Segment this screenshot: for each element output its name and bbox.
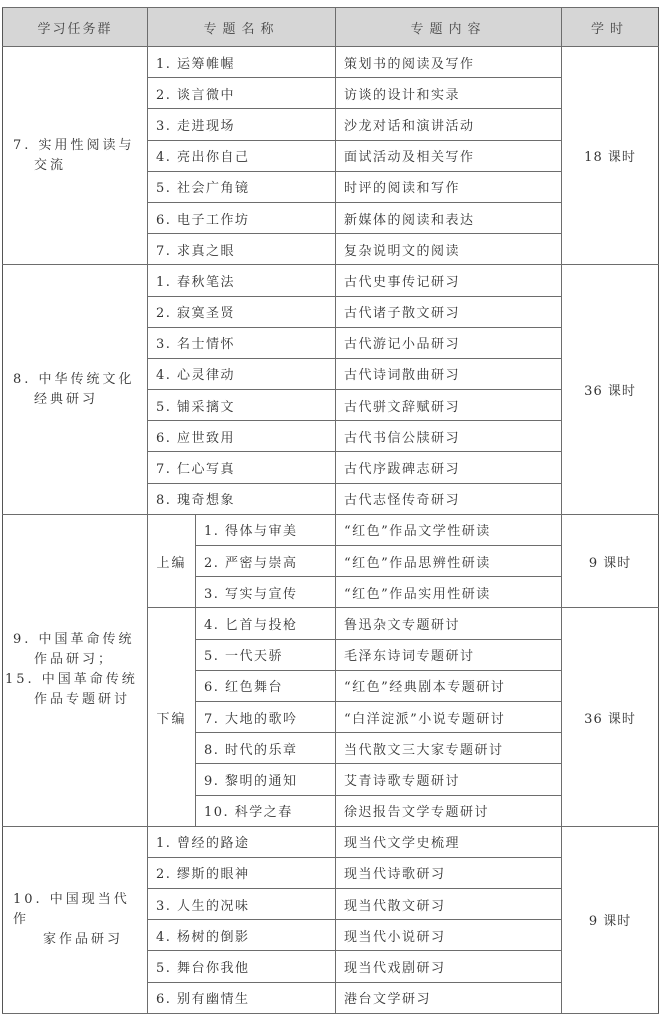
header-hours: 学时 xyxy=(562,8,659,47)
topic-content: 古代书信公牍研习 xyxy=(336,421,562,452)
topic-name: 3. 人生的况味 xyxy=(148,889,336,920)
hours-cell: 9 课时 xyxy=(562,826,659,1013)
topic-name: 4. 杨树的倒影 xyxy=(148,920,336,951)
section-label-lower: 下编 xyxy=(148,608,196,826)
table-row xyxy=(3,265,659,296)
task-group-name: 10. 中国现当代作 xyxy=(13,891,130,927)
topic-content: 艾青诗歌专题研讨 xyxy=(336,764,562,795)
hours-cell: 18 课时 xyxy=(562,47,659,265)
topic-content: 徐迟报告文学专题研讨 xyxy=(336,795,562,826)
topic-content: 访谈的设计和实录 xyxy=(336,78,562,109)
hours-cell: 9 课时 xyxy=(562,514,659,608)
topic-name: 6. 别有幽情生 xyxy=(148,982,336,1013)
topic-name: 5. 一代天骄 xyxy=(196,639,336,670)
table-row xyxy=(3,47,659,78)
header-row xyxy=(3,8,659,47)
topic-content: 古代诗词散曲研习 xyxy=(336,358,562,389)
course-table xyxy=(2,7,659,1014)
topic-content: 当代散文三大家专题研讨 xyxy=(336,733,562,764)
topic-content: 新媒体的阅读和表达 xyxy=(336,202,562,233)
topic-name: 7. 仁心写真 xyxy=(148,452,336,483)
topic-content: 毛泽东诗词专题研讨 xyxy=(336,639,562,670)
topic-content: “白洋淀派”小说专题研讨 xyxy=(336,701,562,732)
topic-content: 现当代文学史梳理 xyxy=(336,826,562,857)
task-group-7 xyxy=(3,47,148,265)
topic-name: 6. 电子工作坊 xyxy=(148,202,336,233)
topic-name: 3. 写实与宣传 xyxy=(196,577,336,608)
task-group-9-15 xyxy=(3,514,148,826)
topic-content: “红色”作品思辨性研读 xyxy=(336,546,562,577)
topic-content: 现当代戏剧研习 xyxy=(336,951,562,982)
topic-name: 3. 名士情怀 xyxy=(148,327,336,358)
header-topic-content: 专题内容 xyxy=(336,8,562,47)
topic-name: 2. 严密与崇高 xyxy=(196,546,336,577)
topic-content: 现当代诗歌研习 xyxy=(336,857,562,888)
header-topic-name: 专题名称 xyxy=(148,8,336,47)
topic-name: 7. 求真之眼 xyxy=(148,234,336,265)
topic-name: 7. 大地的歌吟 xyxy=(196,701,336,732)
topic-content: 现当代小说研习 xyxy=(336,920,562,951)
task-group-name-2: 15. 中国革命传统 xyxy=(5,672,138,688)
topic-content: 时评的阅读和写作 xyxy=(336,171,562,202)
topic-content: 策划书的阅读及写作 xyxy=(336,47,562,78)
task-group-name-2-cont: 作品专题研讨 xyxy=(34,692,131,708)
topic-name: 8. 时代的乐章 xyxy=(196,733,336,764)
topic-name: 6. 应世致用 xyxy=(148,421,336,452)
topic-name: 2. 缪斯的眼神 xyxy=(148,857,336,888)
topic-content: 面试活动及相关写作 xyxy=(336,140,562,171)
topic-content: 沙龙对话和演讲活动 xyxy=(336,109,562,140)
topic-content: 古代史事传记研习 xyxy=(336,265,562,296)
topic-content: “红色”作品文学性研读 xyxy=(336,514,562,545)
task-group-name: 7. 实用性阅读与 xyxy=(13,137,135,153)
task-group-name-cont: 交流 xyxy=(34,157,67,173)
topic-name: 4. 心灵律动 xyxy=(148,358,336,389)
task-group-name-cont: 经典研习 xyxy=(34,391,99,407)
topic-content: “红色”作品实用性研读 xyxy=(336,577,562,608)
hours-cell: 36 课时 xyxy=(562,608,659,826)
topic-name: 8. 瑰奇想象 xyxy=(148,483,336,514)
topic-content: 鲁迅杂文专题研讨 xyxy=(336,608,562,639)
topic-name: 9. 黎明的通知 xyxy=(196,764,336,795)
topic-content: 港台文学研习 xyxy=(336,982,562,1013)
topic-content: 古代志怪传奇研习 xyxy=(336,483,562,514)
table-row xyxy=(3,826,659,857)
topic-name: 5. 舞台你我他 xyxy=(148,951,336,982)
task-group-8 xyxy=(3,265,148,515)
topic-content: 古代序跋碑志研习 xyxy=(336,452,562,483)
task-group-name-cont: 家作品研习 xyxy=(43,931,124,947)
topic-content: 古代游记小品研习 xyxy=(336,327,562,358)
section-label-upper: 上编 xyxy=(148,514,196,608)
topic-name: 2. 寂寞圣贤 xyxy=(148,296,336,327)
topic-name: 4. 匕首与投枪 xyxy=(196,608,336,639)
topic-name: 1. 得体与审美 xyxy=(196,514,336,545)
topic-content: 复杂说明文的阅读 xyxy=(336,234,562,265)
table-row xyxy=(3,514,659,545)
topic-name: 4. 亮出你自己 xyxy=(148,140,336,171)
task-group-name: 9. 中国革命传统 xyxy=(13,632,135,648)
task-group-name: 8. 中华传统文化 xyxy=(13,371,135,387)
topic-content: 古代骈文辞赋研习 xyxy=(336,390,562,421)
topic-name: 5. 社会广角镜 xyxy=(148,171,336,202)
topic-name: 5. 铺采摛文 xyxy=(148,390,336,421)
topic-content: 现当代散文研习 xyxy=(336,889,562,920)
header-task-group: 学习任务群 xyxy=(3,8,148,47)
topic-name: 1. 曾经的路途 xyxy=(148,826,336,857)
topic-name: 1. 运筹帷幄 xyxy=(148,47,336,78)
hours-cell: 36 课时 xyxy=(562,265,659,515)
topic-content: 古代诸子散文研习 xyxy=(336,296,562,327)
task-group-name-cont: 作品研习； xyxy=(34,652,115,668)
course-table-container xyxy=(2,7,659,1014)
topic-name: 2. 谈言微中 xyxy=(148,78,336,109)
topic-name: 1. 春秋笔法 xyxy=(148,265,336,296)
task-group-10 xyxy=(3,826,148,1013)
topic-name: 3. 走进现场 xyxy=(148,109,336,140)
topic-content: “红色”经典剧本专题研讨 xyxy=(336,670,562,701)
topic-name: 10. 科学之春 xyxy=(196,795,336,826)
topic-name: 6. 红色舞台 xyxy=(196,670,336,701)
